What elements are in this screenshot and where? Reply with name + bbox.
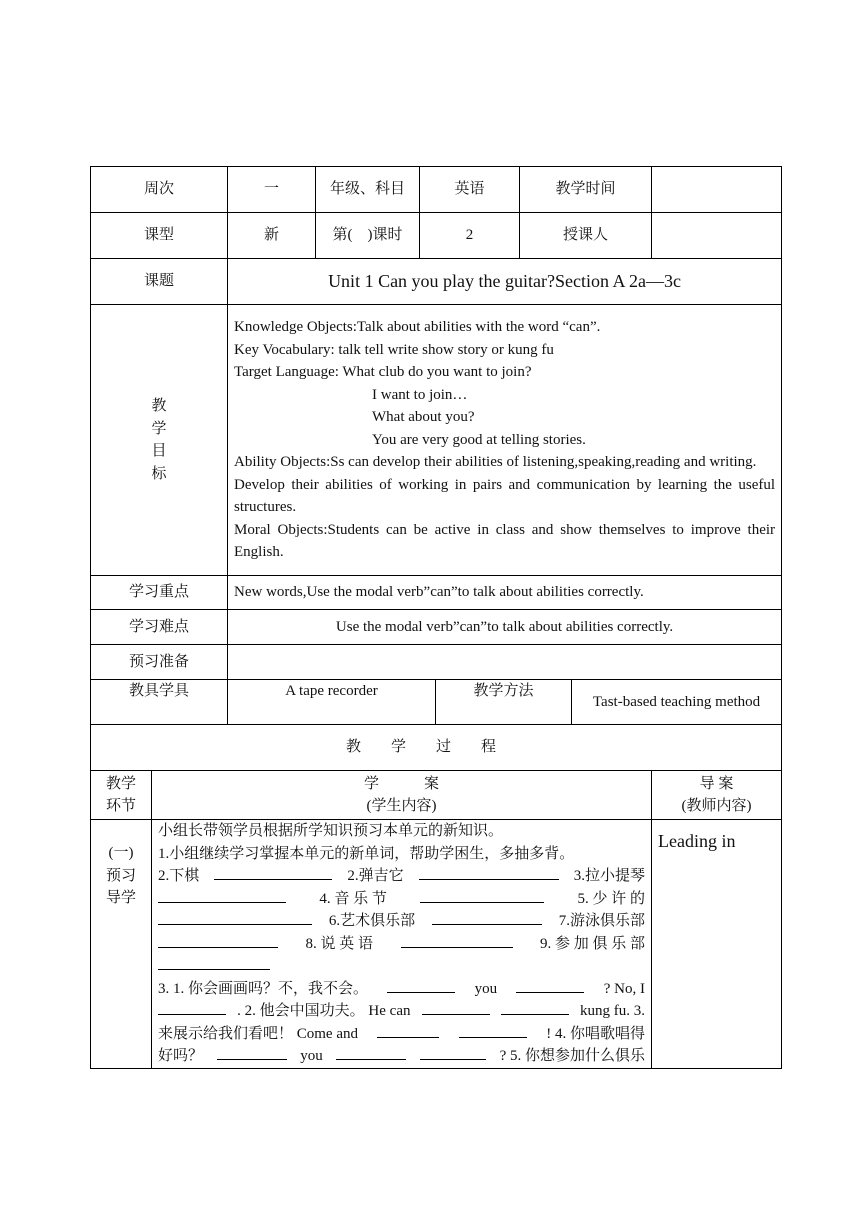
difficult-label: 学习难点 bbox=[91, 610, 228, 645]
process-col-teacher bbox=[652, 771, 782, 820]
answer-blank[interactable] bbox=[336, 1045, 406, 1060]
time-label: 教学时间 bbox=[520, 167, 652, 213]
answer-blank[interactable] bbox=[214, 865, 332, 880]
sentence-text: ? No, I bbox=[603, 980, 646, 997]
period-label: 第( )课时 bbox=[316, 213, 420, 259]
answer-blank[interactable] bbox=[422, 1000, 490, 1015]
vocab-item: 3.拉小提琴 bbox=[573, 868, 646, 884]
student-col-title: 学 案 bbox=[364, 775, 440, 792]
tools-label: 教具学具 bbox=[91, 680, 228, 725]
vocab-line-4 bbox=[158, 933, 645, 956]
answer-blank[interactable] bbox=[158, 1000, 226, 1015]
sentence-text: ! 4. 你唱歌唱得 bbox=[546, 1025, 646, 1042]
sentence-text: you bbox=[300, 1048, 323, 1064]
goal-line: Knowledge Objects:Talk about abilities with the word “can”. bbox=[234, 319, 601, 336]
period-value: 2 bbox=[420, 213, 520, 259]
goal-line: What about you? bbox=[372, 409, 475, 426]
answer-blank[interactable] bbox=[158, 910, 312, 925]
goal-line: Key Vocabulary: talk tell write show story or kung fu bbox=[234, 341, 554, 358]
goal-line: You are very good at telling stories. bbox=[372, 431, 586, 448]
vocab-line-3 bbox=[158, 910, 645, 933]
topic-label: 课题 bbox=[91, 259, 228, 305]
goals-content bbox=[228, 305, 782, 576]
answer-blank[interactable] bbox=[401, 933, 513, 948]
goal-line: Ability Objects:Ss can develop their abilities of listening,speaking,reading and writing. bbox=[234, 454, 757, 471]
goal-line: Target Language: What club do you want to join? bbox=[234, 364, 532, 381]
vocab-line-5 bbox=[158, 955, 645, 978]
method-label: 教学方法 bbox=[436, 680, 572, 725]
answer-blank[interactable] bbox=[459, 1023, 527, 1038]
student-line: 小组长带领学员根据所学知识预习本单元的新知识。 bbox=[158, 823, 504, 839]
goals-label: 教 学 目 标 bbox=[91, 305, 228, 576]
sentence-line-2 bbox=[158, 1000, 645, 1023]
answer-blank[interactable] bbox=[420, 1045, 486, 1060]
sentence-text: kung fu. 3. bbox=[580, 1003, 645, 1019]
stage-label: (一) 预习 导学 bbox=[91, 820, 152, 1069]
answer-blank[interactable] bbox=[432, 910, 542, 925]
process-title: 教学过程 bbox=[91, 725, 782, 771]
goal-line: Develop their abilities of working in pairs and communication by learning the useful structures. bbox=[234, 476, 776, 516]
vocab-item: 2.弹吉它 bbox=[347, 868, 404, 884]
vocab-item: 7.游泳俱乐部 bbox=[558, 913, 646, 929]
sentence-text: 好吗？ bbox=[158, 1048, 204, 1064]
process-col-stage: 教学 环节 bbox=[91, 771, 152, 820]
key-value: New words,Use the modal verb”can”to talk about abilities correctly. bbox=[228, 576, 782, 610]
answer-blank[interactable] bbox=[217, 1045, 287, 1060]
sentence-text: . 2. 他会中国功夫。 He can bbox=[237, 1003, 411, 1019]
student-col-subtitle: (学生内容) bbox=[366, 798, 437, 814]
answer-blank[interactable] bbox=[377, 1023, 439, 1038]
prep-label: 预习准备 bbox=[91, 645, 228, 680]
process-col-student bbox=[152, 771, 652, 820]
vocab-item: 4. 音 乐 节 bbox=[319, 890, 387, 907]
vocab-line-1 bbox=[158, 865, 645, 888]
prep-value bbox=[228, 645, 782, 680]
vocab-item: 5. 少 许 的 bbox=[577, 890, 646, 907]
answer-blank[interactable] bbox=[387, 978, 455, 993]
answer-blank[interactable] bbox=[516, 978, 584, 993]
sentence-text: you bbox=[474, 980, 498, 997]
sentence-text: 来展示给我们看吧！ Come and bbox=[158, 1025, 358, 1042]
vocab-item: 8. 说 英 语 bbox=[305, 935, 374, 952]
goal-line: Moral Objects:Students can be active in class and show themselves to improve their English. bbox=[234, 521, 776, 561]
sentence-text: 3. 1. 你会画画吗？不，我不会。 bbox=[158, 980, 369, 997]
grade-label: 年级、科目 bbox=[316, 167, 420, 213]
tools-value: A tape recorder bbox=[228, 680, 436, 725]
teacher-value bbox=[652, 213, 782, 259]
sentence-line-4 bbox=[158, 1045, 645, 1068]
week-value: 一 bbox=[228, 167, 316, 213]
answer-blank[interactable] bbox=[420, 888, 544, 903]
sentence-text: ? 5. 你想参加什么俱乐 bbox=[499, 1048, 645, 1064]
time-value bbox=[652, 167, 782, 213]
answer-blank[interactable] bbox=[158, 888, 286, 903]
teacher-content: Leading in bbox=[652, 820, 782, 1069]
teacher-col-subtitle: (教师内容) bbox=[681, 798, 752, 814]
sentence-line-1 bbox=[158, 978, 645, 1001]
vocab-item: 6.艺术俱乐部 bbox=[328, 913, 416, 929]
vocab-item: 9. 参 加 俱 乐 部 bbox=[540, 935, 646, 952]
lesson-plan-table bbox=[90, 166, 782, 1069]
type-value: 新 bbox=[228, 213, 316, 259]
answer-blank[interactable] bbox=[419, 865, 559, 880]
answer-blank[interactable] bbox=[158, 955, 270, 970]
answer-blank[interactable] bbox=[158, 933, 278, 948]
goal-line: I want to join… bbox=[372, 386, 468, 403]
student-line: 1.小组继续学习掌握本单元的新单词，帮助学困生，多抽多背。 bbox=[158, 845, 575, 862]
type-label: 课型 bbox=[91, 213, 228, 259]
teacher-col-title: 导 案 bbox=[699, 775, 734, 792]
answer-blank[interactable] bbox=[501, 1000, 569, 1015]
week-label: 周次 bbox=[91, 167, 228, 213]
topic-value: Unit 1 Can you play the guitar?Section A 2a—3c bbox=[228, 259, 782, 305]
student-content bbox=[152, 820, 652, 1069]
teacher-label: 授课人 bbox=[520, 213, 652, 259]
vocab-item: 2.下棋 bbox=[158, 868, 200, 884]
vocab-line-2 bbox=[158, 888, 645, 911]
grade-value: 英语 bbox=[420, 167, 520, 213]
key-label: 学习重点 bbox=[91, 576, 228, 610]
sentence-line-3 bbox=[158, 1023, 645, 1046]
difficult-value: Use the modal verb”can”to talk about abilities correctly. bbox=[228, 610, 782, 645]
method-value: Tast-based teaching method bbox=[572, 680, 782, 725]
